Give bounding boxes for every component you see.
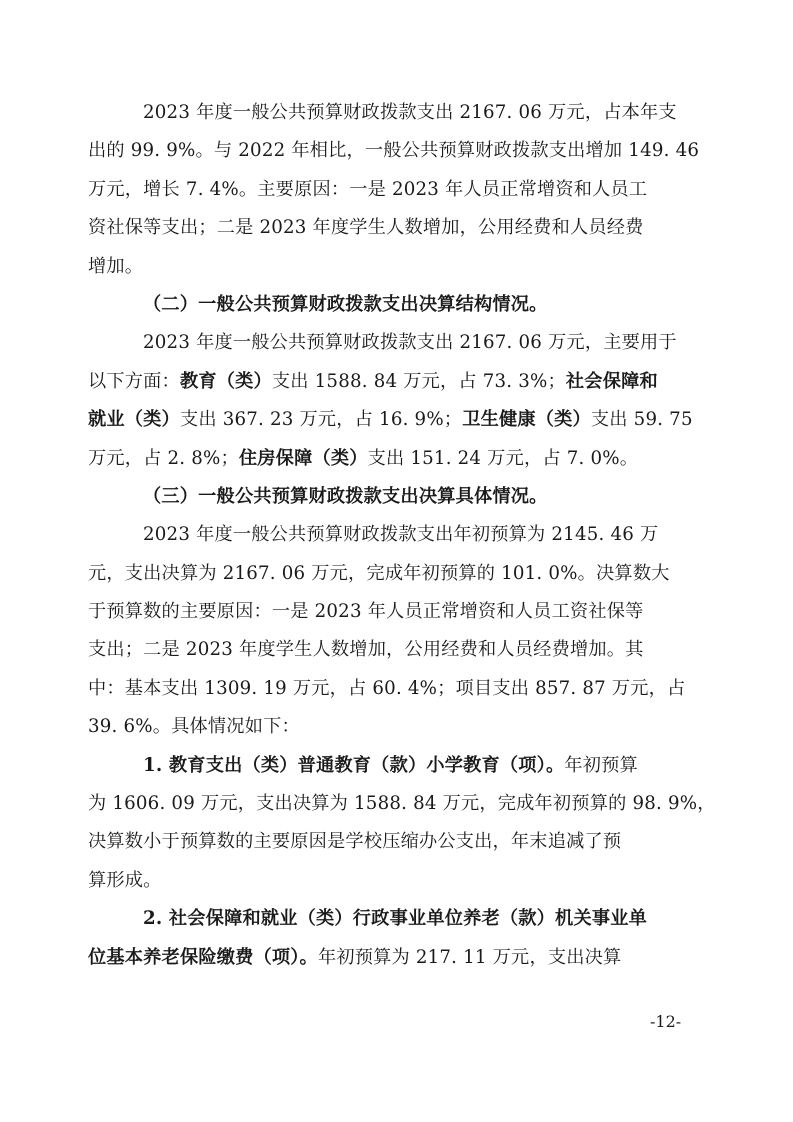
text-line [88,747,710,785]
text-run: 万元，占 2. 8%； [88,447,239,469]
text-line [88,708,710,746]
text-run: 支出 151. 24 万元，占 7. 0%。 [367,447,639,469]
text-run: 支出 1588. 84 万元，占 73. 3%； [271,370,566,392]
text-run: 2023 年度一般公共预算财政拨款支出 2167. 06 万元，主要用于 [143,332,677,354]
bold-text-run: 住房保障（类） [238,447,368,469]
text-line [88,248,710,286]
text-run: 支出 59. 75 [590,409,693,431]
text-line [88,94,710,132]
text-line [88,593,710,631]
text-run: 资社保等支出；二是 2023 年度学生人数增加，公用经费和人员经费 [88,217,644,239]
page-number: -12- [650,1012,682,1031]
text-line [88,401,710,439]
text-run: 元，支出决算为 2167. 06 万元，完成年初预算的 101. 0%。决算数大 [88,562,670,584]
text-run: 增加。 [88,255,144,277]
text-run: 算形成。 [88,869,162,891]
text-line [88,631,710,669]
text-run: 支出 367. 23 万元，占 16. 9%； [179,409,463,431]
text-run: 出的 99. 9%。与 2022 年相比，一般公共预算财政拨款支出增加 149. 46 [88,140,700,162]
text-line [88,286,710,324]
text-line [88,478,710,516]
text-line [88,516,710,554]
text-run: 2023 年度一般公共预算财政拨款支出 2167. 06 万元，占本年支 [143,102,677,123]
document-body [88,94,716,977]
text-line [88,939,710,977]
bold-text-run: （三）一般公共预算财政拨款支出决算具体情况。 [143,485,548,507]
text-run: 39. 6%。具体情况如下： [88,716,300,738]
text-run: 决算数小于预算数的主要原因是学校压缩办公支出，年末追减了预 [88,831,622,853]
text-run: 以下方面： [88,370,180,392]
bold-text-run: （二）一般公共预算财政拨款支出决算结构情况。 [143,293,548,315]
bold-text-run: 1. 教育支出（类）普通教育（款）小学教育（项）。 [143,754,565,776]
text-run: 万元，增长 7. 4%。主要原因：一是 2023 年人员正常增资和人员工 [88,178,648,200]
text-line [88,823,710,861]
text-run: 年初预算 [564,754,638,776]
text-line [88,900,710,938]
text-run: 年初预算为 217. 11 万元，支出决算 [317,946,622,968]
bold-text-run: 就业（类） [88,409,180,431]
text-line [88,785,716,823]
text-run: 中：基本支出 1309. 19 万元，占 60. 4%；项目支出 857. 87 万元，占 [88,677,686,699]
text-line [88,171,710,209]
text-line [88,670,710,708]
bold-text-run: 卫生健康（类） [462,409,591,431]
text-line [88,440,710,478]
bold-text-run: 教育（类） [179,370,272,392]
text-line [88,132,710,170]
text-run: 支出；二是 2023 年度学生人数增加，公用经费和人员经费增加。其 [88,639,644,661]
bold-text-run: 社会保障和 [565,370,658,392]
text-run: 于预算数的主要原因：一是 2023 年人员正常增资和人员工资社保等 [88,601,644,623]
text-line [88,862,710,900]
bold-text-run: 位基本养老保险缴费（项）。 [88,946,318,968]
text-run: 为 1606. 09 万元，支出决算为 1588. 84 万元，完成年初预算的 98. 9%， [88,793,716,815]
text-line [88,363,710,401]
bold-text-run: 2. 社会保障和就业（类）行政事业单位养老（款）机关事业单 [143,908,647,930]
text-line [88,324,710,362]
text-run: 2023 年度一般公共预算财政拨款支出年初预算为 2145. 46 万 [143,524,659,546]
text-line [88,555,710,593]
text-line [88,209,710,247]
